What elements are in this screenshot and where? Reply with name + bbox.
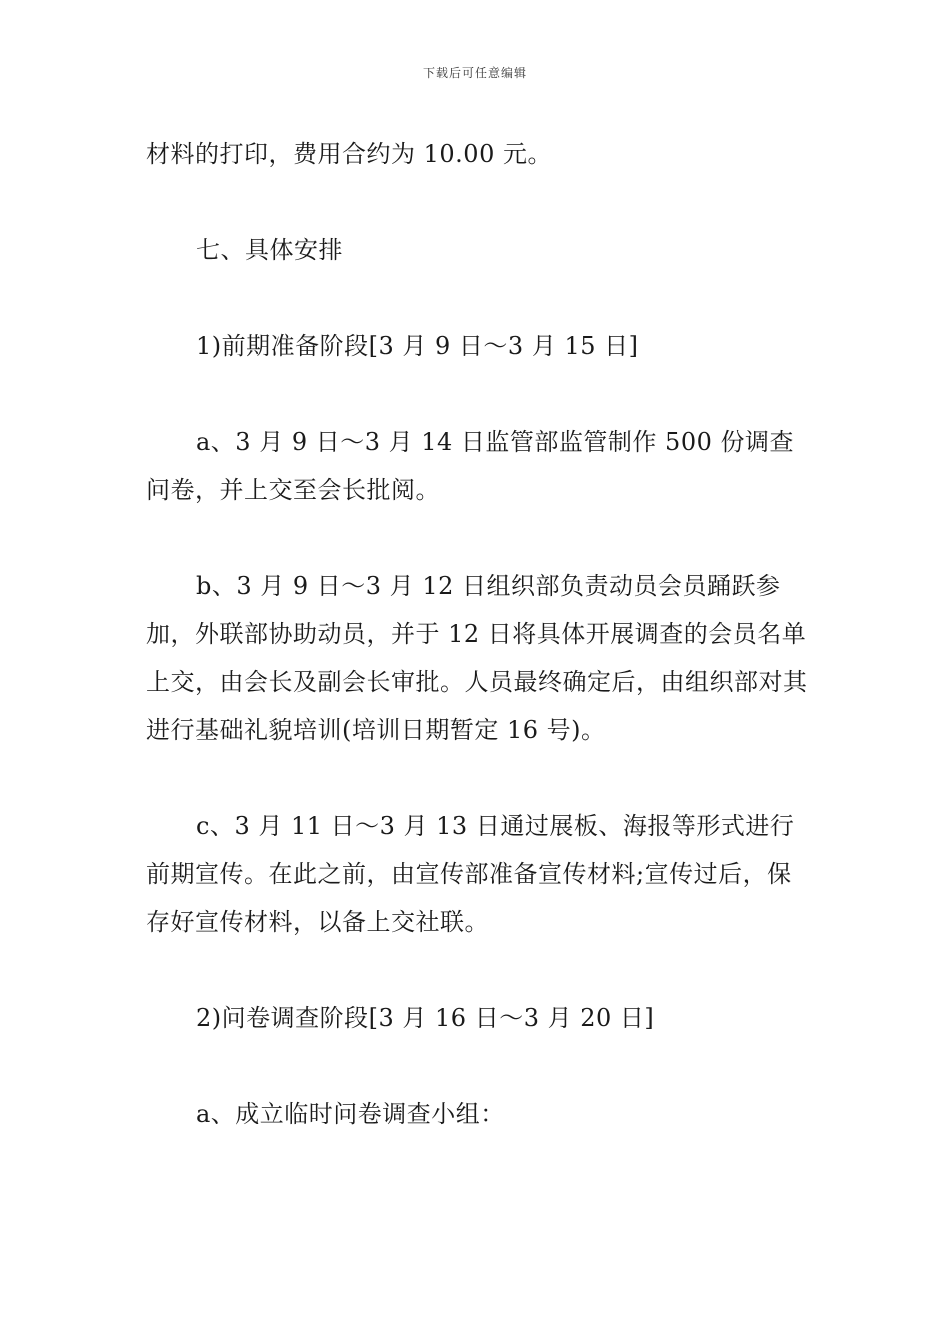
document-body [146, 130, 810, 1186]
paragraph-item-a-questionnaire: a、3 月 9 日～3 月 14 日监管部监管制作 500 份调查问卷，并上交至会长批阅。 [146, 428, 794, 504]
paragraph-item-c-publicity: c、3 月 11 日～3 月 13 日通过展板、海报等形式进行前期宣传。在此之前，由宣传部准备宣传材料;宣传过后，保存好宣传材料，以备上交社联。 [146, 812, 795, 936]
paragraph-item-a-survey-team: a、成立临时问卷调查小组： [196, 1100, 505, 1128]
page-header: 下载后可任意编辑 [422, 66, 527, 80]
subsection-preparation-stage: 1)前期准备阶段[3 月 9 日～3 月 15 日] [196, 332, 639, 360]
subsection-survey-stage: 2)问卷调查阶段[3 月 16 日～3 月 20 日] [196, 1004, 655, 1032]
paragraph-item-b-mobilization: b、3 月 9 日～3 月 12 日组织部负责动员会员踊跃参加，外联部协助动员，并于 12 日将具体开展调查的会员名单上交，由会长及副会长审批。人员最终确定后，由组织部对其进行基础礼貌培训(培训日期暂定 16 号)。 [146, 572, 808, 744]
paragraph-cost-continuation: 材料的打印，费用合约为 10.00 元。 [146, 140, 552, 168]
section-heading-arrangement: 七、具体安排 [196, 236, 343, 264]
